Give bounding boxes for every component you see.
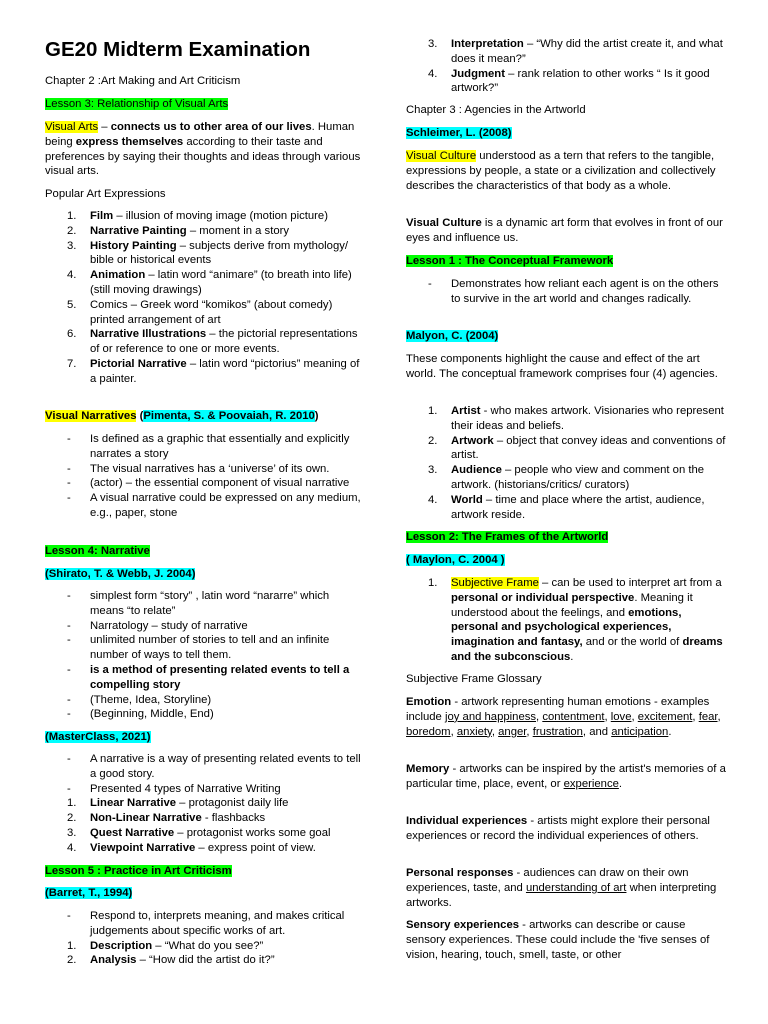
emotion-link[interactable]: anger — [498, 725, 527, 738]
lesson-2-heading: Lesson 2: The Frames of the Artworld — [406, 531, 609, 543]
narrative-list — [45, 589, 363, 722]
list-item: 3. Audience – people who view and comment on the artwork. (historians/critics/ curators) — [428, 464, 705, 491]
list-item: - Is defined as a graphic that essentially and explicitly narrates a story — [67, 433, 350, 460]
list-item: - (actor) – the essential component of visual narrative — [67, 477, 350, 490]
chapter-3-heading: Chapter 3 : Agencies in the Artworld — [406, 104, 586, 116]
list-item: 2. Analysis – “How did the artist do it?” — [67, 954, 275, 967]
list-item: 3. History Painting – subjects derive from mythology/ bible or historical events — [67, 239, 349, 267]
list-item: - Presented 4 types of Narrative Writing — [67, 782, 281, 795]
list-item: 5. Comics – Greek word “komikos” (about comedy) printed arrangement of art — [67, 298, 333, 326]
emotion-link[interactable]: joy and happiness — [444, 710, 537, 723]
visual-narratives-list — [45, 432, 363, 521]
visual-culture-paragraph-2: Visual Culture is a dynamic art form that evolves in front of our eyes and influence us. — [406, 217, 723, 244]
list-item: 1. Subjective Frame – can be used to interpret art from a personal or individual perspective. Meaning it understood about the feelings, and emotions, personal and psychological experiences, imagination and fantasy, and or the world of dreams and the subconscious. — [428, 577, 723, 663]
barret-citation: (Barret, T., 1994) — [45, 887, 133, 899]
list-item: 1. Linear Narrative – protagonist daily life — [67, 797, 289, 810]
list-item: 6. Narrative Illustrations – the pictorial representations of or reference to one or more events. — [67, 328, 358, 356]
popular-expressions-list — [45, 209, 363, 387]
list-item: - (Beginning, Middle, End) — [67, 708, 214, 721]
list-item: 4. Animation – latin word “animare” (to breath into life) (still moving drawings) — [67, 269, 352, 296]
list-item: - A narrative is a way of presenting related events to tell a good story. — [67, 753, 361, 780]
emotion-link[interactable]: love — [610, 710, 632, 723]
individual-experiences-entry: Individual experiences - artists might explore their personal experiences or record the individual experiences of others. — [406, 815, 710, 842]
list-item: 1. Description – “What do you see?” — [67, 939, 264, 952]
lesson-1-heading: Lesson 1 : The Conceptual Framework — [406, 255, 614, 267]
list-item: - A visual narrative could be expressed on any medium, e.g., paper, stone — [67, 492, 361, 519]
list-item: 2. Artwork – object that convey ideas and conventions of artist. — [428, 434, 726, 462]
understanding-of-art-link[interactable]: understanding of art — [525, 881, 627, 894]
list-item: - Demonstrates how reliant each agent is on the others to survive in the art world and changes radically. — [428, 278, 719, 305]
list-item: - Narratology – study of narrative — [67, 619, 248, 632]
masterclass-citation: (MasterClass, 2021) — [45, 731, 151, 743]
list-item: 4. Viewpoint Narrative – express point of view. — [67, 841, 316, 854]
art-criticism-list — [45, 909, 363, 968]
glossary-heading: Subjective Frame Glossary — [406, 673, 542, 685]
personal-responses-entry: Personal responses - audiences can draw on their own experiences, taste, and understanding of art when interpreting artworks. — [406, 867, 717, 909]
visual-narratives-heading: Visual Narratives (Pimenta, S. & Poovaiah, R. 2010) — [45, 410, 319, 422]
popular-expressions-heading: Popular Art Expressions — [45, 188, 166, 200]
list-item: 3. Interpretation – “Why did the artist create it, and what does it mean?” — [428, 38, 723, 65]
emotion-link[interactable]: anxiety — [456, 725, 492, 738]
emotion-link[interactable]: anticipation — [611, 725, 669, 738]
malyon-citation: Malyon, C. (2004) — [406, 330, 499, 342]
list-item: - (Theme, Idea, Storyline) — [67, 693, 212, 706]
experience-link[interactable]: experience — [563, 777, 619, 790]
schleimer-citation: Schleimer, L. (2008) — [406, 127, 512, 139]
emotion-link[interactable]: contentment — [542, 710, 605, 723]
shirato-citation: (Shirato, T. & Webb, J. 2004) — [45, 568, 196, 580]
emotion-link[interactable]: boredom — [406, 725, 451, 738]
list-item: - The visual narratives has a ‘universe’ of its own. — [67, 462, 330, 475]
art-criticism-steps-cont — [406, 37, 728, 96]
list-item: - Respond to, interprets meaning, and makes critical judgements about specific works of art. — [67, 910, 345, 937]
memory-entry: Memory - artworks can be inspired by the artist's memories of a particular time, place, event, or experience. — [406, 763, 726, 790]
chapter-2-heading: Chapter 2 :Art Making and Art Criticism — [45, 75, 241, 87]
visual-culture-paragraph-1: Visual Culture understood as a tern that refers to the tangible, expressions by people, a state or a civilization and collectively describes the characteristics of that body as a whole. — [406, 150, 716, 192]
list-item: 4. World – time and place where the artist, audience, artwork reside. — [428, 493, 705, 521]
conceptual-framework-list — [406, 277, 728, 307]
list-item: - simplest form “story” , latin word “nararre” which means “to relate” — [67, 590, 330, 617]
list-item: 4. Judgment – rank relation to other works “ Is it good artwork?” — [428, 67, 710, 95]
list-item: 1. Film – illusion of moving image (motion picture) — [67, 210, 328, 222]
sensory-experiences-entry: Sensory experiences - artworks can describe or cause sensory experiences. These could include the 'five senses of vision, hearing, touch, smell, taste, or other — [406, 919, 710, 961]
agencies-list — [406, 404, 728, 522]
lesson-4-heading: Lesson 4: Narrative — [45, 545, 150, 557]
subjective-frame-list — [406, 576, 728, 665]
emotion-entry: Emotion - artwork representing human emotions - examples include joy and happiness, contentment, love, excitement, fear, boredom, anxiety, anger, frustration, and anticipation. — [406, 696, 721, 738]
emotion-link[interactable]: frustration — [532, 725, 583, 738]
maylon-citation: ( Maylon, C. 2004 ) — [406, 554, 505, 566]
emotion-link[interactable]: excitement — [637, 710, 693, 723]
list-item: - unlimited number of stories to tell and an infinite number of ways to tell them. — [67, 634, 330, 662]
emotion-link[interactable]: fear — [698, 710, 718, 723]
list-item: 2. Narrative Painting – moment in a story — [67, 224, 290, 237]
page-title: GE20 Midterm Examination — [45, 38, 311, 61]
visual-arts-paragraph: Visual Arts – connects us to other area of our lives. Human being express themselves according to their taste and preferences by saying their thoughts and ideas through various visual arts. — [45, 121, 361, 178]
list-item: 7. Pictorial Narrative – latin word “pictorius” meaning of a painter. — [67, 357, 360, 385]
lesson-3-heading: Lesson 3: Relationship of Visual Arts — [45, 98, 229, 110]
list-item: - is a method of presenting related events to tell a compelling story — [67, 663, 350, 691]
lesson-5-heading: Lesson 5 : Practice in Art Criticism — [45, 865, 232, 877]
conceptual-framework-paragraph: These components highlight the cause and effect of the art world. The conceptual framework comprises four (4) agencies. — [406, 353, 718, 380]
masterclass-list — [45, 752, 363, 856]
list-item: 3. Quest Narrative – protagonist works some goal — [67, 826, 331, 839]
list-item: 1. Artist - who makes artwork. Visionaries who represent their ideas and beliefs. — [428, 405, 724, 432]
list-item: 2. Non-Linear Narrative - flashbacks — [67, 812, 266, 825]
